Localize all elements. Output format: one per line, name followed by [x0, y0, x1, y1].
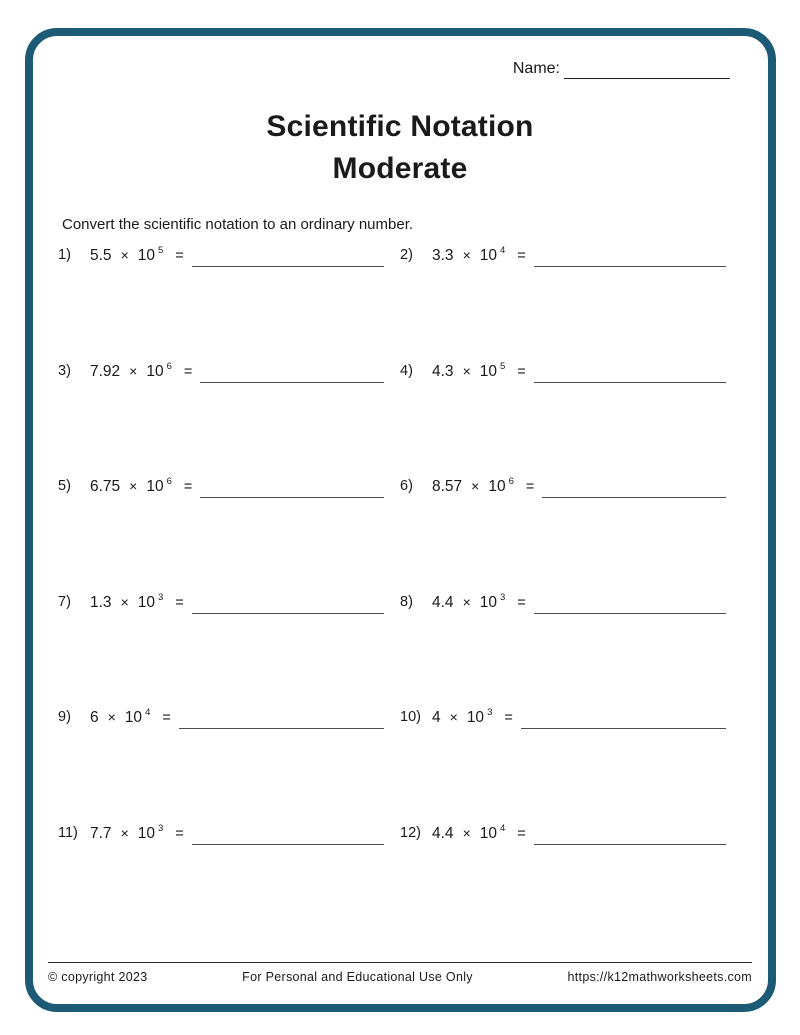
base-ten: 10	[146, 362, 164, 380]
problem-item	[400, 824, 742, 848]
name-blank-line[interactable]	[564, 61, 730, 79]
base-ten: 10	[137, 824, 155, 842]
answer-blank-line[interactable]	[534, 824, 726, 845]
equals-sign: =	[525, 479, 535, 496]
answer-blank-line[interactable]	[192, 824, 384, 845]
coefficient: 8.57	[432, 478, 463, 496]
coefficient: 6	[90, 709, 99, 727]
problem-item	[400, 708, 742, 732]
answer-blank-line[interactable]	[200, 477, 384, 498]
problem-expression	[426, 593, 526, 612]
multiply-icon: ×	[129, 362, 138, 379]
coefficient: 4	[432, 709, 441, 727]
multiply-icon: ×	[120, 593, 129, 610]
footer-usage-note: For Personal and Educational Use Only	[242, 970, 473, 984]
problem-item	[400, 477, 742, 501]
exponent: 3	[487, 707, 493, 718]
problem-expression	[426, 824, 526, 843]
problem-number: 8)	[400, 593, 413, 610]
equals-sign: =	[517, 248, 526, 265]
multiply-icon: ×	[120, 824, 129, 841]
multiply-icon: ×	[107, 709, 116, 726]
problem-number: 5)	[58, 478, 71, 494]
footer	[48, 962, 752, 984]
answer-blank-line[interactable]	[534, 593, 726, 614]
coefficient: 7.92	[90, 362, 121, 380]
answer-blank-line[interactable]	[200, 362, 384, 383]
problem-item	[58, 593, 400, 617]
base-ten: 10	[488, 478, 506, 496]
multiply-icon: ×	[462, 247, 471, 264]
problem-number: 11)	[58, 824, 78, 841]
problem-number: 3)	[58, 362, 71, 379]
problem-number: 9)	[58, 709, 71, 725]
multiply-icon: ×	[462, 593, 471, 610]
exponent: 5	[500, 360, 506, 372]
answer-blank-line[interactable]	[192, 246, 384, 267]
coefficient: 7.7	[90, 824, 112, 842]
base-ten: 10	[146, 478, 164, 496]
title-line-1: Scientific Notation	[266, 110, 534, 143]
problem-number: 6)	[400, 478, 413, 494]
base-ten: 10	[124, 709, 143, 727]
problem-number: 7)	[58, 593, 71, 610]
equals-sign: =	[162, 710, 171, 727]
equals-sign: =	[175, 825, 184, 842]
answer-blank-line[interactable]	[521, 708, 726, 729]
exponent: 5	[158, 245, 164, 256]
answer-blank-line[interactable]	[179, 708, 384, 729]
problem-expression	[84, 708, 171, 727]
problem-item	[58, 246, 400, 270]
worksheet-title	[0, 106, 800, 190]
coefficient: 1.3	[90, 593, 112, 611]
problem-item	[58, 824, 400, 848]
multiply-icon: ×	[120, 247, 129, 264]
problem-number: 4)	[400, 362, 413, 379]
multiply-icon: ×	[129, 478, 138, 495]
multiply-icon: ×	[462, 824, 471, 841]
problem-expression	[426, 362, 526, 381]
base-ten: 10	[137, 247, 155, 265]
coefficient: 4.4	[432, 593, 454, 611]
equals-sign: =	[504, 710, 513, 727]
name-label: Name:	[512, 60, 560, 77]
exponent: 3	[158, 591, 164, 603]
exponent: 4	[500, 822, 506, 834]
problem-item	[58, 708, 400, 732]
base-ten: 10	[479, 247, 497, 265]
coefficient: 3.3	[432, 247, 454, 265]
base-ten: 10	[466, 709, 485, 727]
exponent: 6	[166, 476, 172, 487]
exponent: 6	[166, 360, 172, 372]
exponent: 3	[158, 822, 164, 834]
problem-expression	[426, 246, 526, 265]
equals-sign: =	[517, 825, 526, 842]
coefficient: 6.75	[90, 478, 121, 496]
answer-blank-line[interactable]	[534, 246, 726, 267]
exponent: 6	[508, 476, 514, 487]
exponent: 4	[145, 707, 151, 718]
base-ten: 10	[479, 824, 497, 842]
exponent: 3	[500, 591, 506, 603]
problem-number: 2)	[400, 247, 413, 263]
problem-expression	[84, 246, 184, 265]
equals-sign: =	[183, 479, 193, 496]
problem-expression	[84, 362, 192, 381]
multiply-icon: ×	[449, 709, 458, 726]
coefficient: 5.5	[90, 247, 112, 265]
equals-sign: =	[175, 594, 184, 611]
exponent: 4	[500, 245, 506, 256]
problem-expression	[84, 477, 192, 496]
equals-sign: =	[517, 363, 526, 380]
problem-item	[400, 246, 742, 270]
base-ten: 10	[479, 593, 497, 611]
problem-number: 12)	[400, 824, 421, 841]
problem-expression	[84, 593, 184, 612]
answer-blank-line[interactable]	[192, 593, 384, 614]
base-ten: 10	[479, 362, 497, 380]
problem-item	[58, 362, 400, 386]
instruction-text: Convert the scientific notation to an ordinary number.	[62, 216, 414, 233]
base-ten: 10	[137, 593, 155, 611]
equals-sign: =	[517, 594, 526, 611]
equals-sign: =	[175, 248, 184, 265]
coefficient: 4.4	[432, 824, 454, 842]
footer-copyright: © copyright 2023	[48, 970, 148, 984]
footer-url: https://k12mathworksheets.com	[567, 970, 752, 984]
problem-item	[58, 477, 400, 501]
problem-expression	[426, 477, 534, 496]
problem-expression	[84, 824, 184, 843]
multiply-icon: ×	[462, 362, 471, 379]
equals-sign: =	[183, 363, 193, 380]
answer-blank-line[interactable]	[542, 477, 726, 498]
coefficient: 4.3	[432, 362, 454, 380]
problem-item	[400, 362, 742, 386]
problem-expression	[426, 708, 513, 727]
problem-number: 10)	[400, 709, 421, 725]
answer-blank-line[interactable]	[534, 362, 726, 383]
title-line-2: Moderate	[332, 152, 468, 185]
multiply-icon: ×	[471, 478, 480, 495]
problems-grid	[58, 246, 742, 939]
problem-item	[400, 593, 742, 617]
problem-number: 1)	[58, 247, 71, 263]
name-row	[513, 60, 730, 79]
